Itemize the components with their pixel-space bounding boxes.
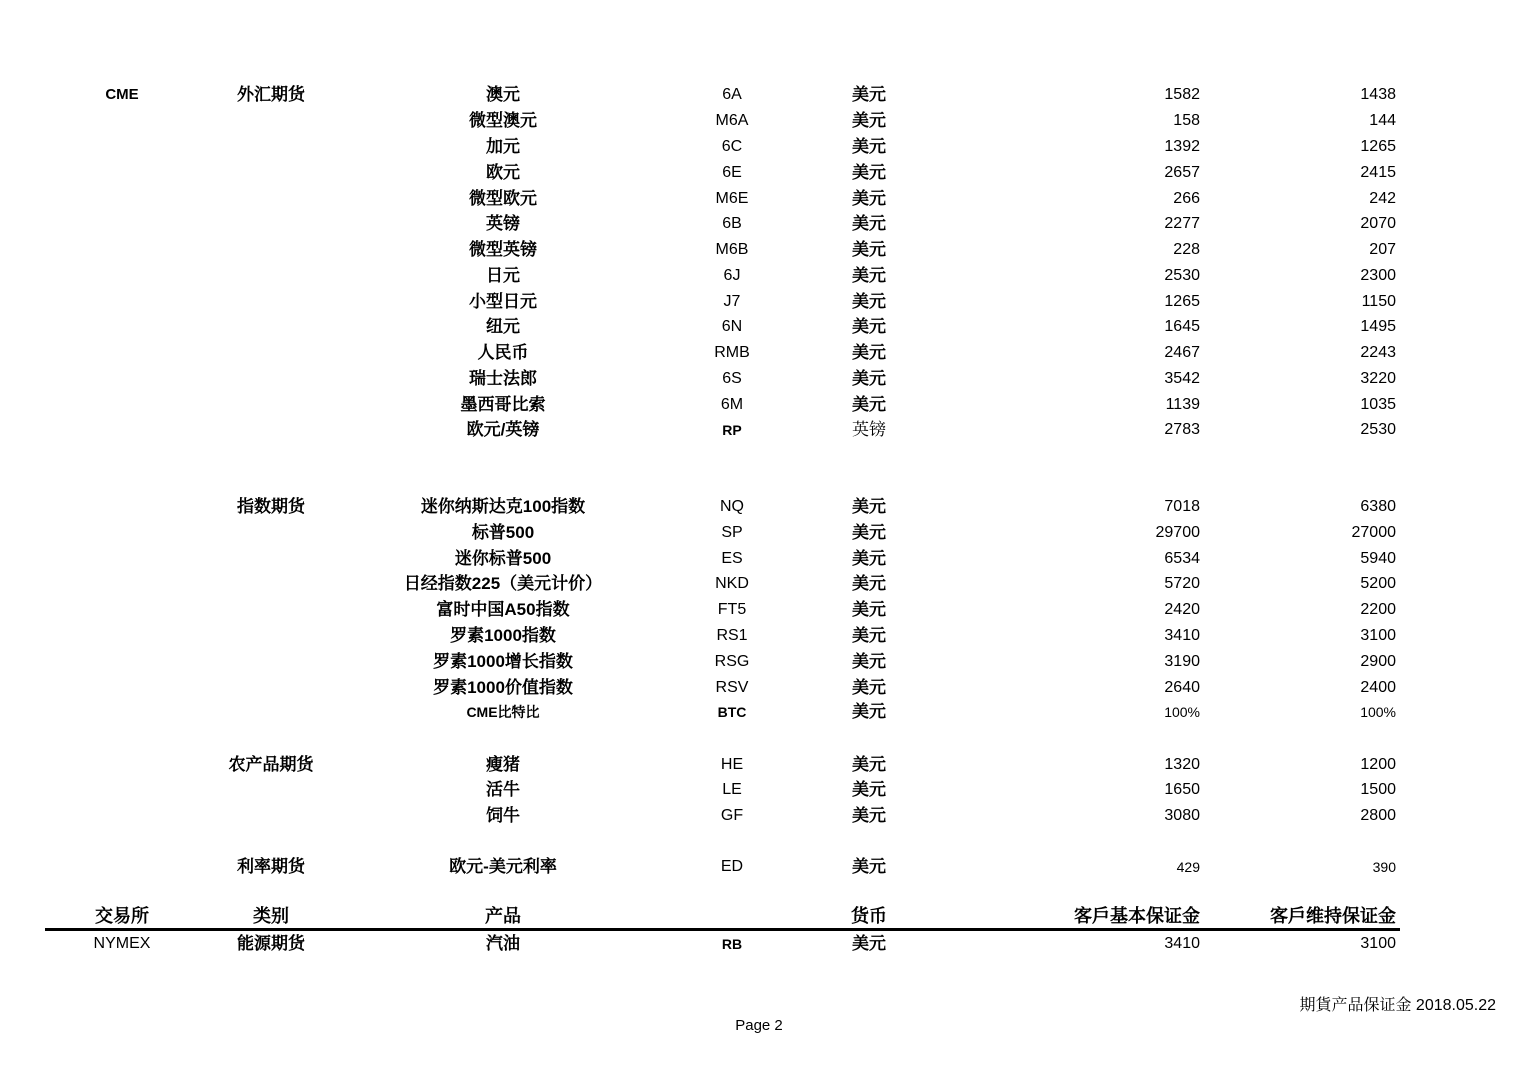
product-cell: 活牛 [486,780,520,799]
header-initial-margin: 客戶基本保证金 [1074,906,1200,926]
exchange-cell: NYMEX [93,935,151,952]
maintenance-margin-cell: 27000 [1351,524,1396,541]
header-divider [45,928,1400,931]
currency-cell: 美元 [852,137,886,156]
currency-cell: 英镑 [852,420,886,439]
currency-cell: 美元 [852,702,886,721]
code-cell: SP [721,524,743,541]
product-cell: 瑞士法郎 [469,369,537,388]
initial-margin-cell: 100% [1164,704,1200,720]
currency-cell: 美元 [852,292,886,311]
code-cell: 6A [722,86,742,103]
code-cell: 6J [723,267,741,284]
product-cell: 加元 [486,137,520,156]
maintenance-margin-cell: 390 [1372,859,1396,875]
code-cell: BTC [717,704,747,720]
initial-margin-cell: 429 [1176,859,1200,875]
product-cell: 罗素1000增长指数 [433,652,573,671]
maintenance-margin-cell: 1035 [1360,396,1396,413]
product-cell: 罗素1000指数 [450,626,556,645]
maintenance-margin-cell: 2070 [1360,215,1396,232]
maintenance-margin-cell: 1150 [1361,293,1396,310]
initial-margin-cell: 1139 [1165,396,1200,413]
initial-margin-cell: 158 [1173,112,1200,129]
table-row [0,136,1536,158]
initial-margin-cell: 2783 [1164,421,1200,438]
initial-margin-cell: 2640 [1164,679,1200,696]
code-cell: RB [721,936,743,952]
maintenance-margin-cell: 5940 [1360,550,1396,567]
maintenance-margin-cell: 3100 [1360,935,1396,952]
currency-cell: 美元 [852,755,886,774]
currency-cell: 美元 [852,523,886,542]
currency-cell: 美元 [852,317,886,336]
product-cell: 日经指数225（美元计价） [403,574,603,593]
table-row [0,754,1536,776]
table-row [0,265,1536,287]
currency-cell: 美元 [852,806,886,825]
category-cell: 利率期货 [237,857,305,876]
maintenance-margin-cell: 2200 [1360,601,1396,618]
initial-margin-cell: 2530 [1164,267,1200,284]
product-cell: 迷你纳斯达克100指数 [420,497,586,516]
table-header [0,905,1536,927]
initial-margin-cell: 2467 [1164,344,1200,361]
table-row [0,677,1536,699]
code-cell: GF [720,807,744,824]
code-cell: M6B [715,241,749,258]
document-footer-title: 期貨产品保证金 2018.05.22 [1299,997,1496,1014]
maintenance-margin-cell: 5200 [1360,575,1396,592]
currency-cell: 美元 [852,240,886,259]
header-exchange: 交易所 [95,906,149,926]
currency-cell: 美元 [852,85,886,104]
maintenance-margin-cell: 1500 [1360,781,1396,798]
table-row [0,779,1536,801]
table-row [0,599,1536,621]
currency-cell: 美元 [852,214,886,233]
code-cell: ES [721,550,743,567]
initial-margin-cell: 1392 [1164,138,1200,155]
product-cell: 标普500 [471,523,535,542]
table-row [0,573,1536,595]
header-maintenance-margin: 客戶维持保证金 [1270,906,1396,926]
maintenance-margin-cell: 242 [1369,190,1396,207]
exchange-cell: CME [105,86,139,103]
currency-cell: 美元 [852,497,886,516]
header-category: 类别 [253,906,289,926]
table-row [0,394,1536,416]
initial-margin-cell: 1645 [1164,318,1200,335]
maintenance-margin-cell: 2800 [1360,807,1396,824]
product-cell: 汽油 [486,934,520,953]
initial-margin-cell: 7018 [1164,498,1200,515]
category-cell: 外汇期货 [237,85,305,104]
product-cell: 纽元 [486,317,520,336]
product-cell: 微型欧元 [469,189,537,208]
initial-margin-cell: 1650 [1164,781,1200,798]
table-row [0,805,1536,827]
table-row [0,368,1536,390]
maintenance-margin-cell: 2300 [1360,267,1396,284]
product-cell: 英镑 [486,214,520,233]
initial-margin-cell: 6534 [1164,550,1200,567]
code-cell: 6C [721,138,743,155]
maintenance-margin-cell: 3100 [1360,627,1396,644]
page-number: Page 2 [735,1017,783,1034]
maintenance-margin-cell: 1495 [1360,318,1396,335]
product-cell: 微型澳元 [469,111,537,130]
table-row [0,419,1536,441]
currency-cell: 美元 [852,780,886,799]
currency-cell: 美元 [852,549,886,568]
product-cell: 澳元 [486,85,520,104]
initial-margin-cell: 1265 [1164,293,1200,310]
table-row [0,239,1536,261]
currency-cell: 美元 [852,343,886,362]
maintenance-margin-cell: 1438 [1360,86,1396,103]
product-cell: CME比特比 [466,704,540,720]
initial-margin-cell: 5720 [1164,575,1200,592]
code-cell: 6B [722,215,742,232]
table-row [0,933,1536,955]
code-cell: ED [720,858,744,875]
maintenance-margin-cell: 2900 [1360,653,1396,670]
product-cell: 微型英镑 [469,240,537,259]
maintenance-margin-cell: 6380 [1360,498,1396,515]
table-row [0,84,1536,106]
maintenance-margin-cell: 207 [1369,241,1396,258]
initial-margin-cell: 1320 [1164,756,1200,773]
code-cell: J7 [723,293,741,310]
code-cell: LE [722,781,742,798]
code-cell: M6A [715,112,749,129]
currency-cell: 美元 [852,266,886,285]
initial-margin-cell: 29700 [1155,524,1200,541]
code-cell: RSG [714,653,750,670]
code-cell: M6E [715,190,749,207]
code-cell: RP [722,422,742,438]
table-row [0,856,1536,878]
currency-cell: 美元 [852,163,886,182]
currency-cell: 美元 [852,395,886,414]
product-cell: 日元 [486,266,520,285]
table-row [0,291,1536,313]
initial-margin-cell: 3190 [1164,653,1200,670]
table-row [0,110,1536,132]
table-row [0,548,1536,570]
code-cell: RSV [715,679,749,696]
product-cell: 罗素1000价值指数 [433,678,573,697]
product-cell: 人民币 [477,343,529,362]
product-cell: 瘦猪 [486,755,520,774]
currency-cell: 美元 [852,600,886,619]
currency-cell: 美元 [852,574,886,593]
maintenance-margin-cell: 2530 [1360,421,1396,438]
code-cell: 6N [721,318,743,335]
code-cell: 6S [722,370,742,387]
table-row [0,651,1536,673]
product-cell: 迷你标普500 [454,549,552,568]
code-cell: RS1 [716,627,748,644]
code-cell: 6E [722,164,742,181]
product-cell: 欧元-美元利率 [449,857,557,876]
initial-margin-cell: 3410 [1164,935,1200,952]
code-cell: NQ [720,498,744,515]
currency-cell: 美元 [852,111,886,130]
table-row [0,162,1536,184]
initial-margin-cell: 2420 [1164,601,1200,618]
code-cell: NKD [715,575,749,592]
table-row [0,496,1536,518]
maintenance-margin-cell: 3220 [1360,370,1396,387]
table-row [0,625,1536,647]
code-cell: RMB [714,344,750,361]
table-row [0,522,1536,544]
maintenance-margin-cell: 144 [1369,112,1396,129]
initial-margin-cell: 228 [1173,241,1200,258]
table-row [0,316,1536,338]
initial-margin-cell: 1582 [1164,86,1200,103]
currency-cell: 美元 [852,626,886,645]
currency-cell: 美元 [852,369,886,388]
product-cell: 饲牛 [486,806,520,825]
initial-margin-cell: 3410 [1164,627,1200,644]
table-row [0,213,1536,235]
product-cell: 墨西哥比索 [460,395,546,414]
maintenance-margin-cell: 2243 [1360,344,1396,361]
table-row [0,188,1536,210]
currency-cell: 美元 [852,189,886,208]
header-product: 产品 [485,906,521,926]
currency-cell: 美元 [852,934,886,953]
currency-cell: 美元 [852,652,886,671]
maintenance-margin-cell: 1200 [1360,756,1396,773]
maintenance-margin-cell: 1265 [1360,138,1396,155]
initial-margin-cell: 266 [1173,190,1200,207]
category-cell: 能源期货 [237,934,305,953]
currency-cell: 美元 [852,857,886,876]
product-cell: 欧元/英镑 [466,420,540,439]
category-cell: 农产品期货 [228,755,314,774]
maintenance-margin-cell: 2400 [1360,679,1396,696]
currency-cell: 美元 [852,678,886,697]
initial-margin-cell: 3080 [1164,807,1200,824]
category-cell: 指数期货 [237,497,305,516]
table-row [0,342,1536,364]
initial-margin-cell: 3542 [1164,370,1200,387]
product-cell: 欧元 [486,163,520,182]
initial-margin-cell: 2277 [1164,215,1200,232]
code-cell: 6M [720,396,744,413]
header-currency: 货币 [851,906,887,926]
maintenance-margin-cell: 100% [1360,704,1396,720]
code-cell: HE [720,756,744,773]
initial-margin-cell: 2657 [1164,164,1200,181]
table-row [0,701,1536,723]
product-cell: 富时中国A50指数 [436,600,570,619]
maintenance-margin-cell: 2415 [1360,164,1396,181]
product-cell: 小型日元 [469,292,537,311]
code-cell: FT5 [717,601,747,618]
